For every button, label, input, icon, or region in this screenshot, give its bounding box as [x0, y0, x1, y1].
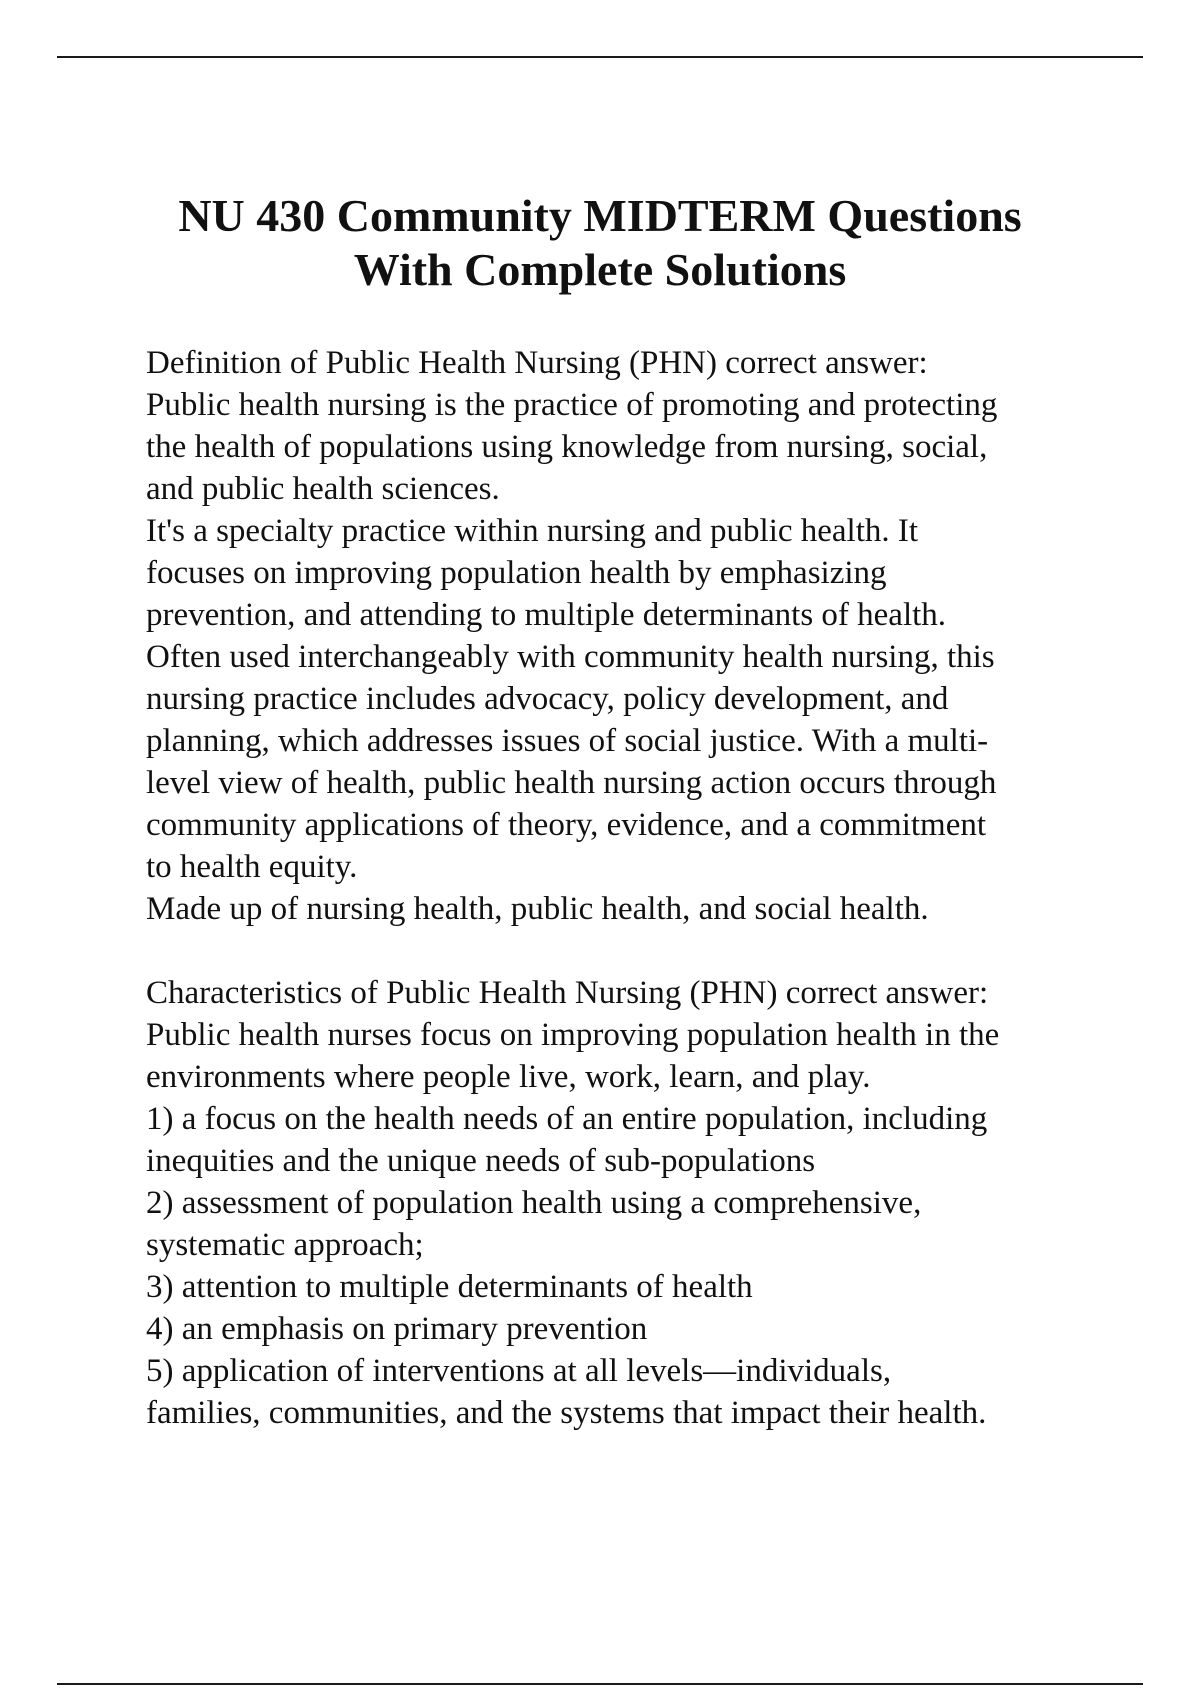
document-body [146, 342, 1146, 1434]
text-line: Definition of Public Health Nursing (PHN) correct answer: [146, 345, 928, 381]
document-title [60, 189, 1140, 297]
text-line: level view of health, public health nursing action occurs through [146, 765, 997, 801]
text-line: Often used interchangeably with community health nursing, this [146, 639, 995, 675]
title-line-2: With Complete Solutions [353, 244, 847, 295]
text-line: to health equity. [146, 849, 358, 885]
text-line: 1) a focus on the health needs of an entire population, including [146, 1101, 988, 1137]
text-line: 5) application of interventions at all levels—individuals, [146, 1353, 892, 1389]
text-line: focuses on improving population health by emphasizing [146, 555, 887, 591]
text-line: and public health sciences. [146, 471, 500, 507]
text-line: 3) attention to multiple determinants of health [146, 1269, 753, 1305]
text-line: prevention, and attending to multiple determinants of health. [146, 597, 947, 633]
text-line: planning, which addresses issues of social justice. With a multi- [146, 723, 989, 759]
bottom-divider [57, 1683, 1143, 1685]
text-line: families, communities, and the systems that impact their health. [146, 1395, 987, 1431]
text-line: inequities and the unique needs of sub-populations [146, 1143, 816, 1179]
text-line: 2) assessment of population health using a comprehensive, [146, 1185, 922, 1221]
text-line: environments where people live, work, learn, and play. [146, 1059, 871, 1095]
text-line: 4) an emphasis on primary prevention [146, 1311, 648, 1347]
text-line: Characteristics of Public Health Nursing (PHN) correct answer: [146, 975, 989, 1011]
section-characteristics-phn [146, 972, 1146, 1434]
text-line: the health of populations using knowledge from nursing, social, [146, 429, 988, 465]
text-line: Public health nursing is the practice of promoting and protecting [146, 387, 998, 423]
section-definition-phn [146, 342, 1146, 930]
text-line: systematic approach; [146, 1227, 424, 1263]
text-line: Public health nurses focus on improving population health in the [146, 1017, 1000, 1053]
text-line: Made up of nursing health, public health, and social health. [146, 891, 929, 927]
title-line-1: NU 430 Community MIDTERM Questions [178, 190, 1022, 241]
text-line: It's a specialty practice within nursing and public health. It [146, 513, 919, 549]
text-line: nursing practice includes advocacy, policy development, and [146, 681, 949, 717]
text-line: community applications of theory, evidence, and a commitment [146, 807, 987, 843]
top-divider [57, 56, 1143, 58]
